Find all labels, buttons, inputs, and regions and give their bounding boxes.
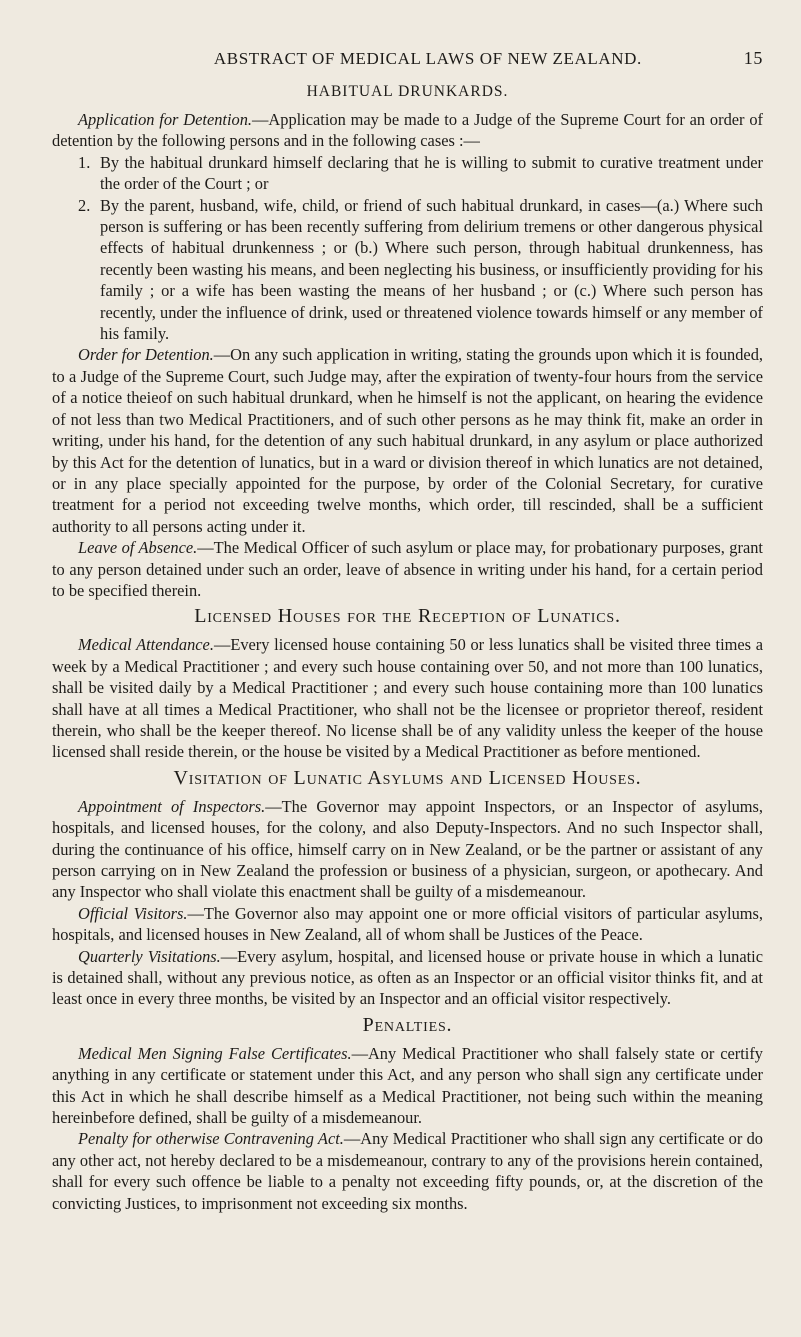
case-1-number: 1.: [78, 152, 91, 172]
section-heading-visitation: Visitation of Lunatic Asylums and Licensed Houses.: [173, 766, 642, 789]
list-item-case-1: [52, 152, 763, 195]
case-1-text: By the habitual drunkard himself declaring that he is willing to submit to curative treatment under the order of the Court ; or: [100, 152, 763, 194]
text-contravening-act: —Any Medical Practitioner who shall sign any certificate or do any other act, not hereby declared to be a misdemeanour, contrary to any of the provisions herein contained, shall for every such offence be liable to a penalty not exceeding fifty pounds, or, at the discretion of the convicting Justices, to imprisonment not exceeding six months.: [52, 1129, 763, 1213]
lead-quarterly-visitations: Quarterly Visitations.: [78, 946, 221, 966]
paragraph-leave-of-absence: [52, 537, 763, 601]
text-order-for-detention: —On any such application in writing, stating the grounds upon which it is founded, to a Judge of the Supreme Court, such Judge may, after the expiration of twenty-four hours from the service of a notice theieof on such habitual drunkard, when he himself is not the applicant, on hearing the evidence of not less than two Medical Practitioners, and of such other persons as he may think fit, make an order in writing, under his hand, for the detention of any such habitual drunkard, in any asylum or place authorized by this Act for the detention of lunatics, but in a ward or division thereof in which lunatics are not detained, or in any place specially appointed for the purpose, by order of the Colonial Secretary, for curative treatment for a period not exceeding twelve months, which order, till rescinded, shall be a sufficient authority to all persons acting under it.: [52, 345, 763, 536]
case-2-number: 2.: [78, 195, 91, 215]
paragraph-appointment-of-inspectors: [52, 796, 763, 903]
page-number: 15: [743, 48, 763, 68]
case-2-text: By the parent, husband, wife, child, or friend of such habitual drunkard, in cases—(a.) Where such person is suffering or has been recently suffering from delirium tremens or other dangerous physical effects of habitual drunkenness ; or (b.) Where such person, through habitual drunkenness, has recently been wasting his means, and been neglecting his business, or insufficiently providing for his family ; or a wife has been wasting the means of her husband ; or (c.) Where such person has recently, under the influence of drink, used or threatened violence towards himself or any member of his family.: [100, 195, 763, 344]
lead-leave-of-absence: Leave of Absence.: [78, 538, 198, 558]
paragraph-medical-attendance: [52, 634, 763, 762]
lead-official-visitors: Official Visitors.: [78, 903, 188, 923]
lead-contravening-act: Penalty for otherwise Contravening Act.: [78, 1129, 344, 1149]
lead-appointment-of-inspectors: Appointment of Inspectors.: [78, 796, 266, 816]
section-heading-licensed-houses: Licensed Houses for the Reception of Lunatics.: [194, 605, 621, 628]
lead-false-certificates: Medical Men Signing False Certificates.: [78, 1043, 352, 1063]
text-leave-of-absence: —The Medical Officer of such asylum or place may, for probationary purposes, grant to any person detained under such an order, leave of absence in writing under his hand, for a certain period to be specified therein.: [52, 538, 763, 600]
section-heading-penalties: Penalties.: [362, 1013, 453, 1036]
text-official-visitors: —The Governor also may appoint one or more official visitors of particular asylums, hospitals, and licensed houses in New Zealand, all of whom shall be Justices of the Peace.: [52, 903, 764, 945]
paragraph-quarterly-visitations: [52, 946, 763, 1010]
running-title: ABSTRACT OF MEDICAL LAWS OF NEW ZEALAND.: [213, 49, 642, 68]
paragraph-application-for-detention: [52, 109, 763, 152]
lead-order-for-detention: Order for Detention.: [78, 345, 214, 365]
text-appointment-of-inspectors: —The Governor may appoint Inspectors, or an Inspector of asylums, hospitals, and licensed houses, for the colony, and also Deputy-Inspectors. And no such Inspector shall, during the continuance of his office, himself carry on in New Zealand, or be the partner or assistant of any person carrying on in New Zealand the profession or business of a physician, surgeon, or apothecary. And any Inspector who shall violate this enactment shall be guilty of a misdemeanour.: [52, 796, 763, 902]
text-application-for-detention: —Application may be made to a Judge of the Supreme Court for an order of detention by the following persons and in the following cases :—: [52, 110, 763, 151]
section-heading-habitual-drunkards: HABITUAL DRUNKARDS.: [306, 83, 509, 100]
text-quarterly-visitations: —Every asylum, hospital, and licensed house or private house in which a lunatic is detained shall, without any previous notice, as often as an Inspector or an official visitor thinks fit, and at least once in every three months, be visited by an Inspector and an official visitor respectively.: [52, 946, 763, 1009]
lead-medical-attendance: Medical Attendance.: [78, 635, 214, 655]
running-header: [52, 48, 763, 69]
paragraph-contravening-act: [52, 1128, 763, 1214]
paragraph-false-certificates: [52, 1043, 763, 1129]
list-item-case-2: [52, 195, 763, 345]
list-cases: [52, 152, 763, 345]
paragraph-order-for-detention: [52, 344, 763, 537]
text-false-certificates: —Any Medical Practitioner who shall falsely state or certify anything in any certificate or statement under this Act, and any person who shall sign any certificate under this Act in which he shall describe himself as a Medical Practitioner, not being such within the meaning hereinbefore defined, shall be guilty of a misdemeanour.: [52, 1043, 763, 1128]
paragraph-official-visitors: [52, 903, 763, 946]
lead-application-for-detention: Application for Detention.: [78, 110, 253, 129]
text-medical-attendance: —Every licensed house containing 50 or less lunatics shall be visited three times a week by a Medical Practitioner ; and every such house containing over 50, and not more than 100 lunatics, shall be visited daily by a Medical Practitioner ; and every such house containing more than 100 lunatics shall have at all times a Medical Practitioner, who shall not be the licensee or proprietor thereof, resident therein, who shall be the keeper thereof. No license shall be of any validity unless the keeper of the house licensed shall reside therein, or the house be visited by a Medical Practitioner as before mentioned.: [52, 635, 763, 762]
